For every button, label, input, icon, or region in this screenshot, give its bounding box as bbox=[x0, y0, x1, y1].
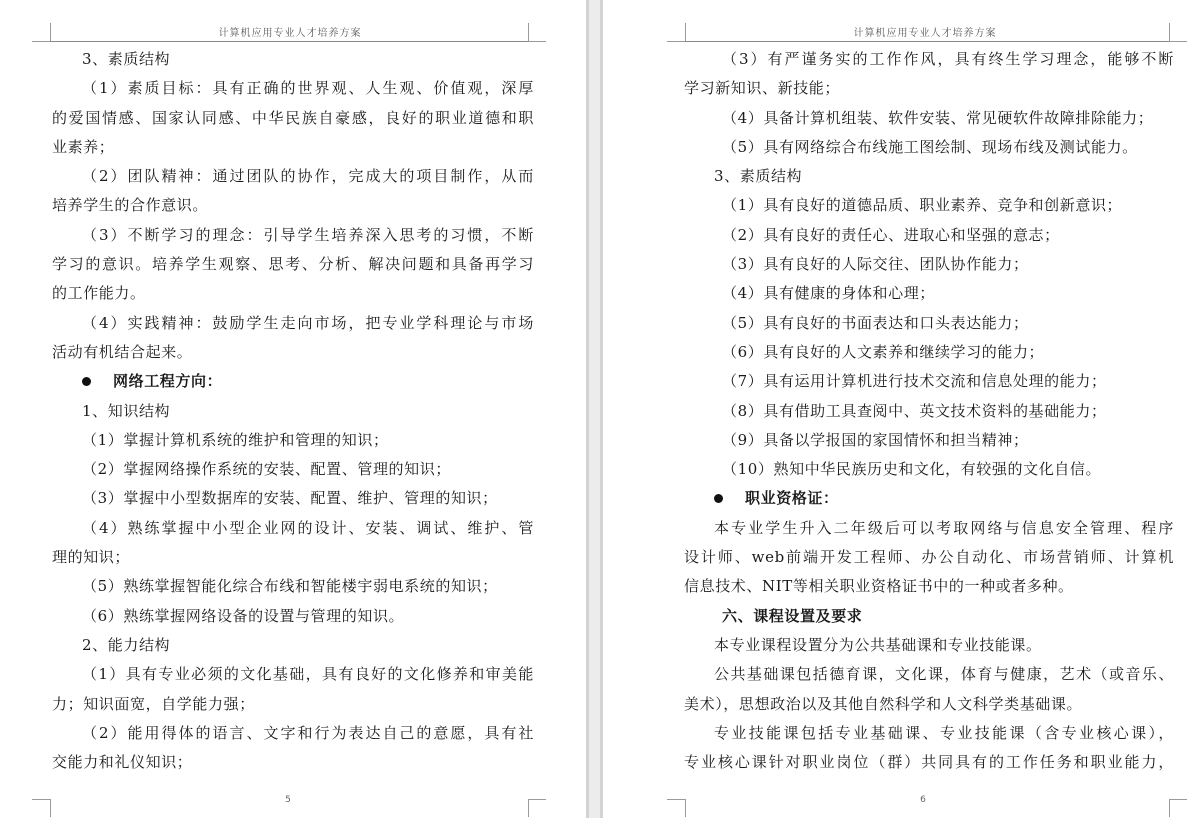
paragraph-line: 理的知识； bbox=[52, 548, 131, 567]
header-rule bbox=[50, 41, 528, 42]
paragraph-line: 信息技术、NIT等相关职业资格证书中的一种或者多种。 bbox=[684, 577, 1074, 596]
list-item: （10）熟知中华民族历史和文化，有较强的文化自信。 bbox=[722, 460, 1102, 479]
list-item: （4）具有健康的身体和心理； bbox=[722, 284, 935, 303]
list-item: （3）掌握中小型数据库的安装、配置、维护、管理的知识； bbox=[82, 489, 498, 508]
paragraph-line: 业素养； bbox=[52, 137, 115, 156]
list-item: （5）熟练掌握智能化综合布线和智能楼宇弱电系统的知识； bbox=[82, 577, 498, 596]
list-item: （6）具有良好的人文素养和继续学习的能力； bbox=[722, 342, 1045, 361]
list-item: （1）具有良好的道德品质、职业素养、竞争和创新意识； bbox=[722, 196, 1123, 215]
list-item: （5）具有网络综合布线施工图绘制、现场布线及测试能力。 bbox=[722, 137, 1138, 156]
paragraph-line: 学习的意识。培养学生观察、思考、分析、解决问题和具备再学习 bbox=[52, 255, 534, 274]
page-gutter bbox=[586, 0, 603, 818]
page-number: 6 bbox=[920, 795, 926, 805]
paragraph-line: 美术），思想政治以及其他自然科学和人文科学类基础课。 bbox=[684, 694, 1083, 713]
list-item: （6）熟练掌握网络设备的设置与管理的知识。 bbox=[82, 606, 405, 625]
header-rule bbox=[685, 41, 1169, 42]
bullet-dot-icon bbox=[82, 377, 91, 386]
list-item: （2）掌握网络操作系统的安装、配置、管理的知识； bbox=[82, 460, 451, 479]
heading-course-settings: 六、课程设置及要求 bbox=[722, 606, 863, 625]
page-body bbox=[684, 45, 1174, 777]
list-item: （4）具备计算机组装、软件安装、常见硬软件故障排除能力； bbox=[722, 108, 1154, 127]
heading-quality-structure: 3、素质结构 bbox=[82, 50, 171, 68]
list-item: （7）具有运用计算机进行技术交流和信息处理的能力； bbox=[722, 372, 1107, 391]
paragraph-line: 培养学生的合作意识。 bbox=[52, 196, 209, 215]
paragraph-line: （3）不断学习的理念：引导学生培养深入思考的习惯，不断 bbox=[82, 225, 534, 244]
running-header: 计算机应用专业人才培养方案 bbox=[218, 28, 362, 39]
section-qualification-certificates bbox=[684, 484, 1174, 513]
list-item: （2）能用得体的语言、文字和行为表达自己的意愿，具有社 bbox=[82, 723, 534, 742]
document-page-left bbox=[0, 0, 586, 818]
heading-quality-structure: 3、素质结构 bbox=[714, 167, 803, 186]
paragraph-line: （4）实践精神：鼓励学生走向市场，把专业学科理论与市场 bbox=[82, 313, 534, 332]
list-item: （1）掌握计算机系统的维护和管理的知识； bbox=[82, 430, 389, 449]
paragraph-line: 专业技能课包括专业基础课、专业技能课（含专业核心课）， bbox=[714, 723, 1174, 742]
paragraph-line: （2）团队精神：通过团队的协作，完成大的项目制作，从而 bbox=[82, 167, 534, 186]
paragraph-line: 交能力和礼仪知识； bbox=[52, 753, 193, 772]
section-title: 网络工程方向： bbox=[113, 372, 223, 391]
paragraph-line: 力；知识面宽，自学能力强； bbox=[52, 694, 255, 713]
paragraph-line: 本专业学生升入二年级后可以考取网络与信息安全管理、程序 bbox=[714, 518, 1174, 537]
paragraph-line: 学习新知识、新技能； bbox=[684, 79, 841, 98]
list-item: （1）具有专业必须的文化基础，具有良好的文化修养和审美能 bbox=[82, 665, 534, 684]
paragraph-line: （1）素质目标：具有正确的世界观、人生观、价值观，深厚 bbox=[82, 79, 534, 98]
paragraph-line: 设计师、web前端开发工程师、办公自动化、市场营销师、计算机 bbox=[684, 548, 1174, 567]
paragraph-line: 的爱国情感、国家认同感、中华民族自豪感，良好的职业道德和职 bbox=[52, 108, 534, 127]
list-item: （3）有严谨务实的工作作风，具有终生学习理念，能够不断 bbox=[722, 50, 1174, 68]
running-header: 计算机应用专业人才培养方案 bbox=[853, 28, 997, 39]
list-item: （5）具有良好的书面表达和口头表达能力； bbox=[722, 313, 1029, 332]
list-item: （9）具备以学报国的家国情怀和担当精神； bbox=[722, 430, 1029, 449]
page-number: 5 bbox=[285, 795, 291, 805]
document-page-right bbox=[603, 0, 1191, 818]
paragraph-line: 本专业课程设置分为公共基础课和专业技能课。 bbox=[714, 635, 1042, 654]
paragraph-line: 专业核心课针对职业岗位（群）共同具有的工作任务和职业能力， bbox=[684, 753, 1174, 772]
paragraph-line: 公共基础课包括德育课，文化课，体育与健康，艺术（或音乐、 bbox=[714, 665, 1174, 684]
list-item: （3）具有良好的人际交往、团队协作能力； bbox=[722, 255, 1029, 274]
bullet-dot-icon bbox=[714, 494, 723, 503]
heading-knowledge-structure: 1、知识结构 bbox=[82, 401, 171, 420]
section-title: 职业资格证： bbox=[745, 489, 839, 508]
list-item: （2）具有良好的责任心、进取心和坚强的意志； bbox=[722, 225, 1060, 244]
paragraph-line: 活动有机结合起来。 bbox=[52, 342, 193, 361]
heading-ability-structure: 2、能力结构 bbox=[82, 635, 171, 654]
list-item: （8）具有借助工具查阅中、英文技术资料的基础能力； bbox=[722, 401, 1107, 420]
page-body bbox=[52, 45, 534, 777]
paragraph-line: 的工作能力。 bbox=[52, 284, 146, 303]
list-item: （4）熟练掌握中小型企业网的设计、安装、调试、维护、管 bbox=[82, 518, 534, 537]
section-network-engineering bbox=[52, 367, 534, 396]
